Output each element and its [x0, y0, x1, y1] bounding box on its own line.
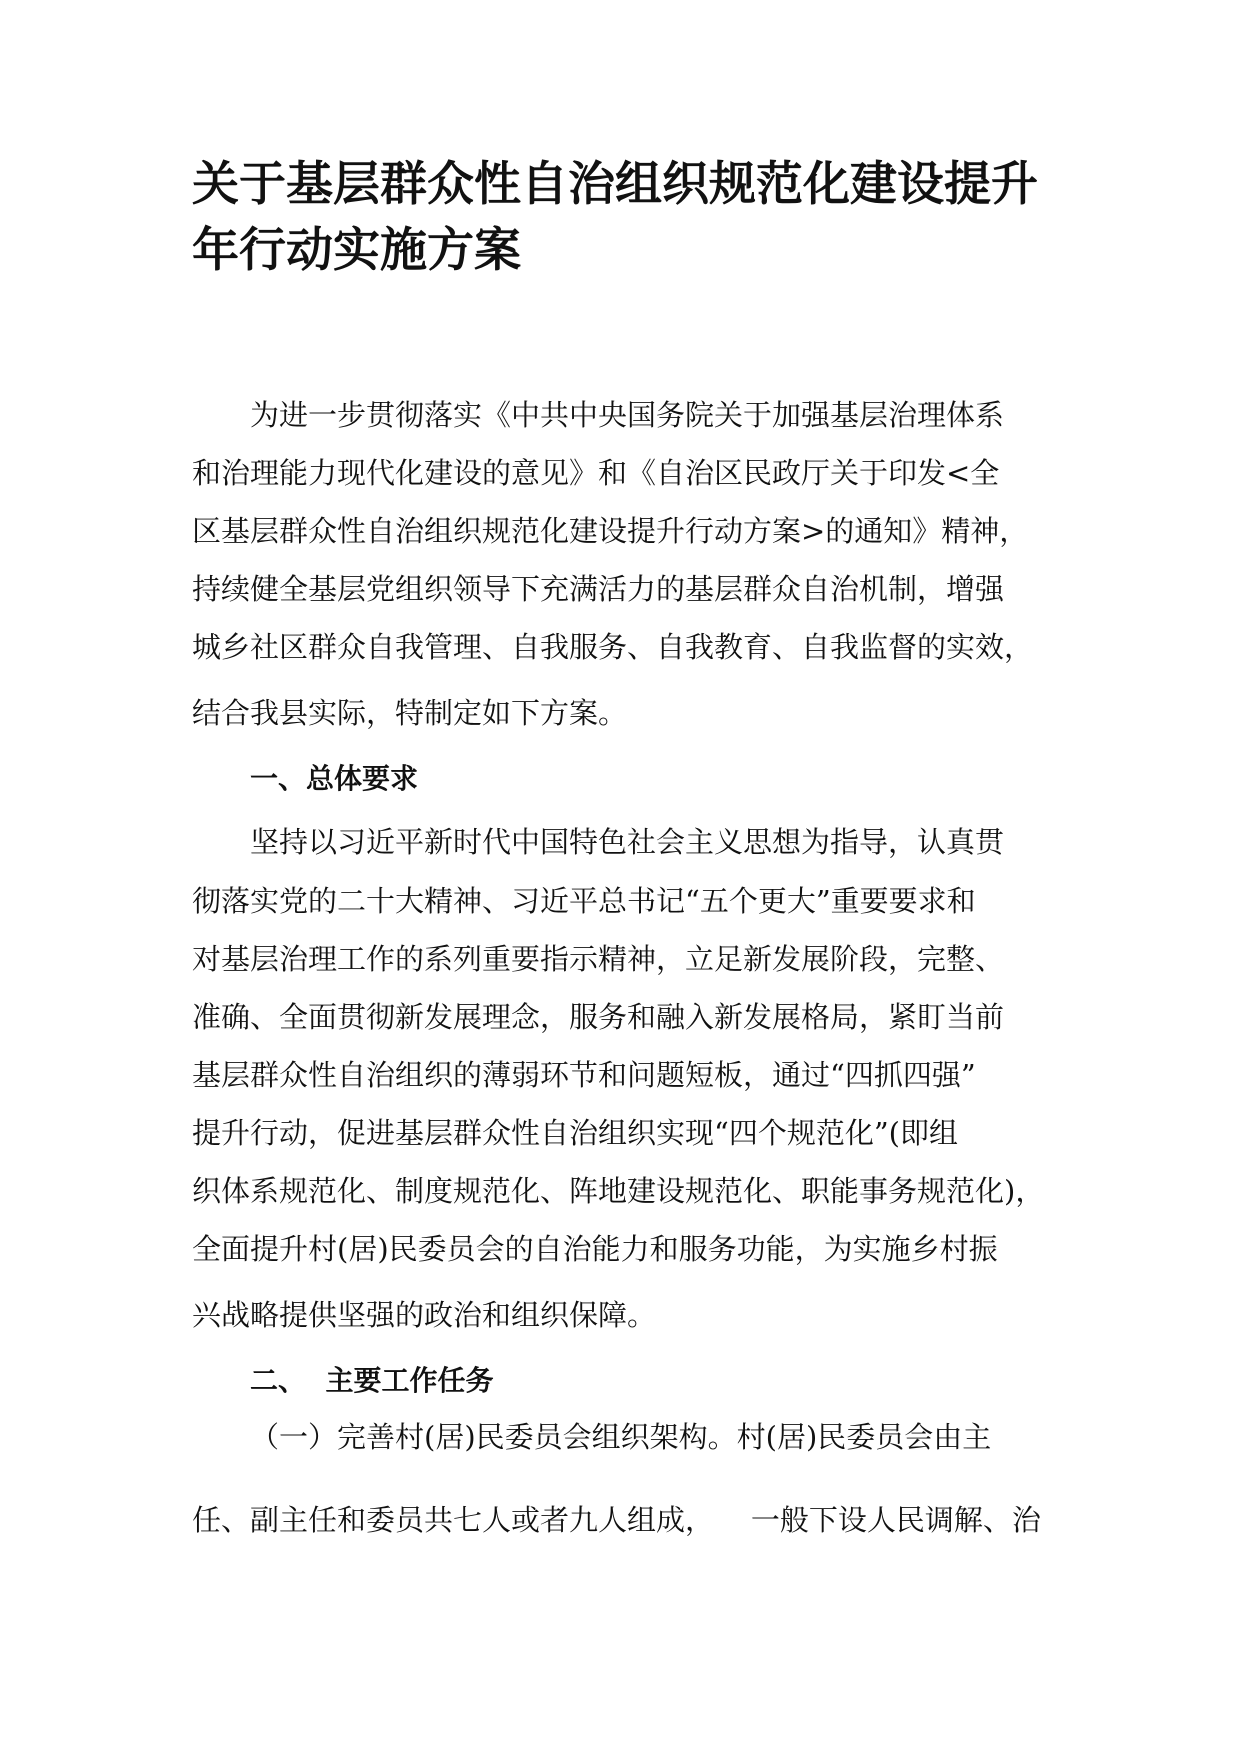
section-heading-1: 一、总体要求	[250, 762, 419, 795]
title-line-1: 关于基层群众性自治组织规范化建设提升	[192, 157, 1038, 212]
intro-line-5: 城乡社区群众自我管理、自我服务、自我教育、自我监督的实效，	[192, 630, 1034, 664]
section1-line-4: 准确、全面贯彻新发展理念，服务和融入新发展格局，紧盯当前	[192, 1000, 1005, 1034]
intro-line-3: 区基层群众性自治组织规范化建设提升行动方案>的通知》精神，	[192, 514, 1029, 548]
intro-line-4: 持续健全基层党组织领导下充满活力的基层群众自治机制，增强	[192, 572, 1005, 606]
section1-line-1: 坚持以习近平新时代中国特色社会主义思想为指导，认真贯	[250, 825, 1005, 859]
section2-line-2: 任、副主任和委员共七人或者九人组成， 一般下设人民调解、治	[192, 1503, 1041, 1537]
section1-line-8: 全面提升村(居)民委员会的自治能力和服务功能，为实施乡村振	[192, 1232, 998, 1266]
title-line-2: 年行动实施方案	[192, 223, 521, 278]
intro-line-2: 和治理能力现代化建设的意见》和《自治区民政厅关于印发<全	[192, 456, 1000, 490]
section1-line-3: 对基层治理工作的系列重要指示精神，立足新发展阶段，完整、	[192, 942, 1005, 976]
section1-line-7: 织体系规范化、制度规范化、阵地建设规范化、职能事务规范化)，	[192, 1174, 1045, 1208]
intro-line-1: 为进一步贯彻落实《中共中央国务院关于加强基层治理体系	[250, 398, 1005, 432]
section1-line-2: 彻落实党的二十大精神、习近平总书记“五个更大”重要要求和	[192, 884, 976, 918]
section1-line-5: 基层群众性自治组织的薄弱环节和问题短板，通过“四抓四强”	[192, 1058, 976, 1092]
intro-line-6: 结合我县实际，特制定如下方案。	[192, 696, 628, 730]
section1-line-6: 提升行动，促进基层群众性自治组织实现“四个规范化”(即组	[192, 1116, 958, 1150]
section1-line-9: 兴战略提供坚强的政治和组织保障。	[192, 1298, 657, 1332]
document-title	[192, 152, 1052, 284]
section2-line-1: （一）完善村(居)民委员会组织架构。村(居)民委员会由主	[250, 1420, 992, 1454]
section-heading-2: 二、 主要工作任务	[250, 1364, 494, 1397]
